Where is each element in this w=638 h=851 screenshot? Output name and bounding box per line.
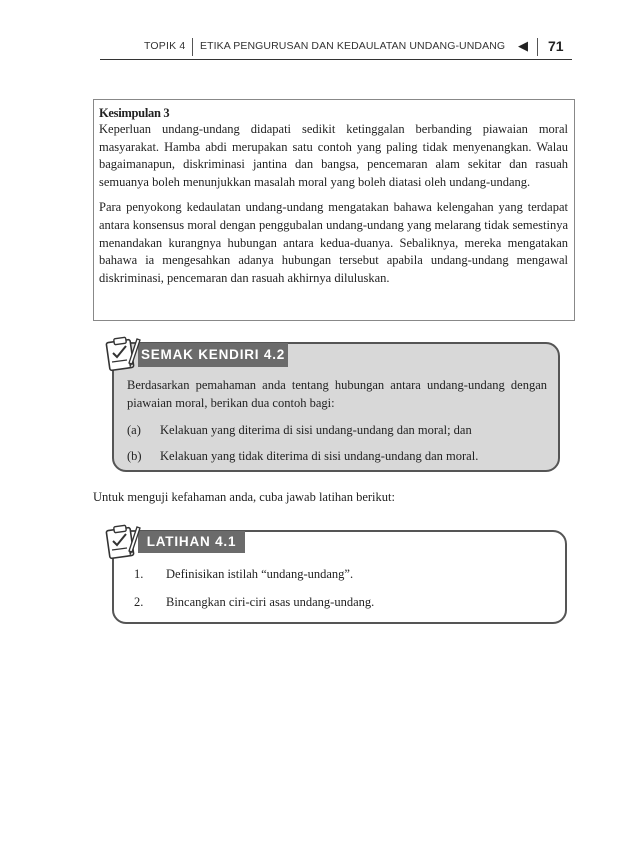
item-number: 2. bbox=[134, 595, 144, 609]
header-divider-2 bbox=[537, 38, 538, 56]
header-title: ETIKA PENGURUSAN DAN KEDAULATAN UNDANG-UNDANG bbox=[200, 40, 506, 52]
header-divider bbox=[192, 38, 193, 56]
conclusion-paragraph-2: Para penyokong kedaulatan undang-undang mengatakan bahawa kelengahan yang terdapat antara konsensus moral dengan penggubalan undang-undang yang melarang tidak semestinya menandakan kurangnya hubungan antara kedua-duanya. Sebaliknya, mereka mengatakan bahawa ia mengesahkan adanya hubungan tersebut apabila undang-undang mengawal diskriminasi, pencemaran dan rasuah akhirnya diluluskan. bbox=[99, 200, 568, 285]
conclusion-box bbox=[93, 99, 575, 321]
page-number: 71 bbox=[548, 38, 564, 54]
item-number: 1. bbox=[134, 567, 144, 581]
checklist-pencil-icon bbox=[99, 521, 141, 561]
exercise-label: LATIHAN 4.1 bbox=[138, 531, 245, 553]
list-item bbox=[127, 422, 547, 438]
item-text: Kelakuan yang tidak diterima di sisi undang-undang dan moral. bbox=[160, 449, 479, 463]
self-check-intro: Berdasarkan pemahaman anda tentang hubungan antara undang-undang dengan piawaian moral, berikan dua contoh bagi: bbox=[127, 378, 547, 410]
item-text: Kelakuan yang diterima di sisi undang-undang dan moral; dan bbox=[160, 423, 472, 437]
checklist-pencil-icon bbox=[99, 333, 141, 373]
header-rule bbox=[100, 59, 572, 60]
list-item bbox=[127, 448, 547, 464]
body-text: Untuk menguji kefahaman anda, cuba jawab latihan berikut: bbox=[93, 490, 395, 504]
self-check-content bbox=[127, 376, 547, 464]
item-label: (a) bbox=[127, 423, 141, 437]
left-triangle-icon: ◀ bbox=[518, 38, 528, 53]
page-header bbox=[100, 38, 572, 60]
item-label: (b) bbox=[127, 449, 142, 463]
item-text: Definisikan istilah “undang-undang”. bbox=[166, 567, 354, 581]
item-text: Bincangkan ciri-ciri asas undang-undang. bbox=[166, 595, 375, 609]
self-check-label: SEMAK KENDIRI 4.2 bbox=[138, 343, 288, 367]
conclusion-paragraph-1: Keperluan undang-undang didapati sedikit ketinggalan berbanding piawaian moral masyarakat. Hamba abdi merupakan satu contoh yang paling tidak menyenangkan. Walau bagaimanapun, diskriminasi jantina dan bangsa, pencemaran alam sekitar dan rasuah semuanya boleh menunjukkan masalah moral yang boleh diatasi oleh undang-undang. bbox=[99, 122, 568, 189]
header-topic: TOPIK 4 bbox=[144, 40, 186, 52]
conclusion-title: Kesimpulan 3 bbox=[99, 106, 170, 120]
